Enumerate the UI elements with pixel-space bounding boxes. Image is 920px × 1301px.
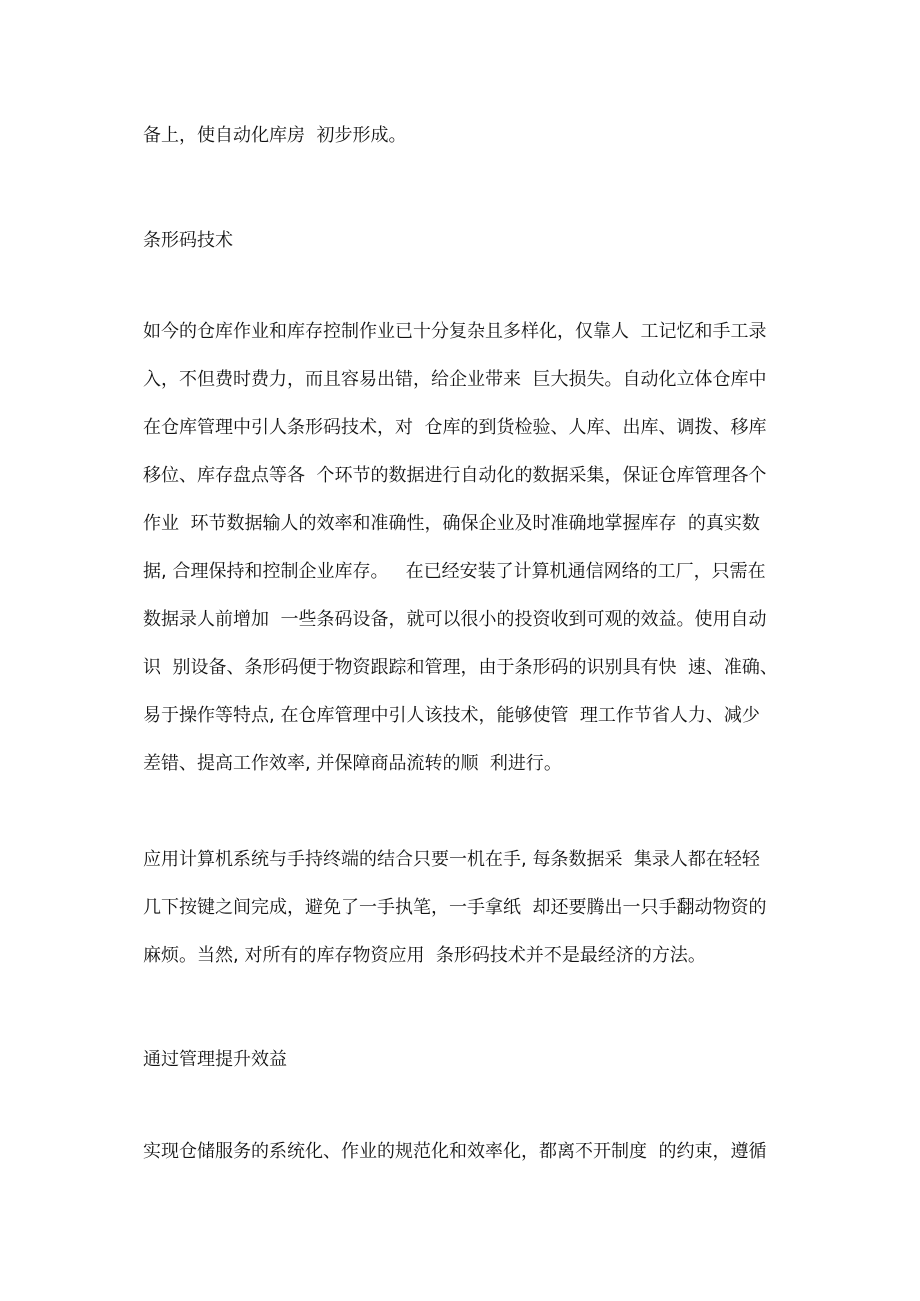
paragraph-line: 数据录人前增加 一些条码设备，就可以很小的投资收到可观的效益。使用自动 bbox=[143, 609, 767, 630]
paragraph-line: 实现仓储服务的系统化、作业的规范化和效率化，都离不开制度 的约束，遵循 bbox=[143, 1141, 767, 1162]
paragraph-line: 据, 合理保持和控制企业库存。 在已经安装了计算机通信网络的工厂，只需在 bbox=[143, 561, 766, 582]
paragraph-line: 易于操作等特点, 在仓库管理中引人该技术，能够使管 理工作节省人力、减少 bbox=[143, 705, 760, 726]
paragraph-line: 作业 环节数据输人的效率和准确性，确保企业及时准确地掌握库存 的真实数 bbox=[143, 513, 760, 534]
section-heading-management: 通过管理提升效益 bbox=[143, 1049, 287, 1070]
paragraph-line: 移位、库存盘点等各 个环节的数据进行自动化的数据采集，保证仓库管理各个 bbox=[143, 465, 767, 486]
paragraph-line: 识 别设备、条形码便于物资跟踪和管理，由于条形码的识别具有快 速、准确、 bbox=[143, 657, 778, 678]
paragraph-line: 几下按键之间完成，避免了一手执笔，一手拿纸 却还要腾出一只手翻动物资的 bbox=[143, 897, 767, 918]
paragraph-line: 在仓库管理中引人条形码技术，对 仓库的到货检验、人库、出库、调拨、移库 bbox=[143, 417, 767, 438]
paragraph-line: 麻烦。当然, 对所有的库存物资应用 条形码技术并不是最经济的方法。 bbox=[143, 945, 706, 966]
paragraph-line: 差错、提高工作效率, 并保障商品流转的顺 利进行。 bbox=[143, 753, 562, 774]
section-heading-barcode: 条形码技术 bbox=[143, 230, 233, 251]
paragraph-line: 如今的仓库作业和库存控制作业已十分复杂且多样化，仅靠人 工记忆和手工录 bbox=[143, 321, 767, 342]
paragraph-line: 入，不但费时费力，而且容易出错，给企业带来 巨大损失。自动化立体仓库中 bbox=[143, 369, 767, 390]
intro-line: 备上，使自动化库房 初步形成。 bbox=[143, 125, 407, 146]
paragraph-line: 应用计算机系统与手持终端的结合只要一机在手, 每条数据采 集录人都在轻轻 bbox=[143, 849, 760, 870]
